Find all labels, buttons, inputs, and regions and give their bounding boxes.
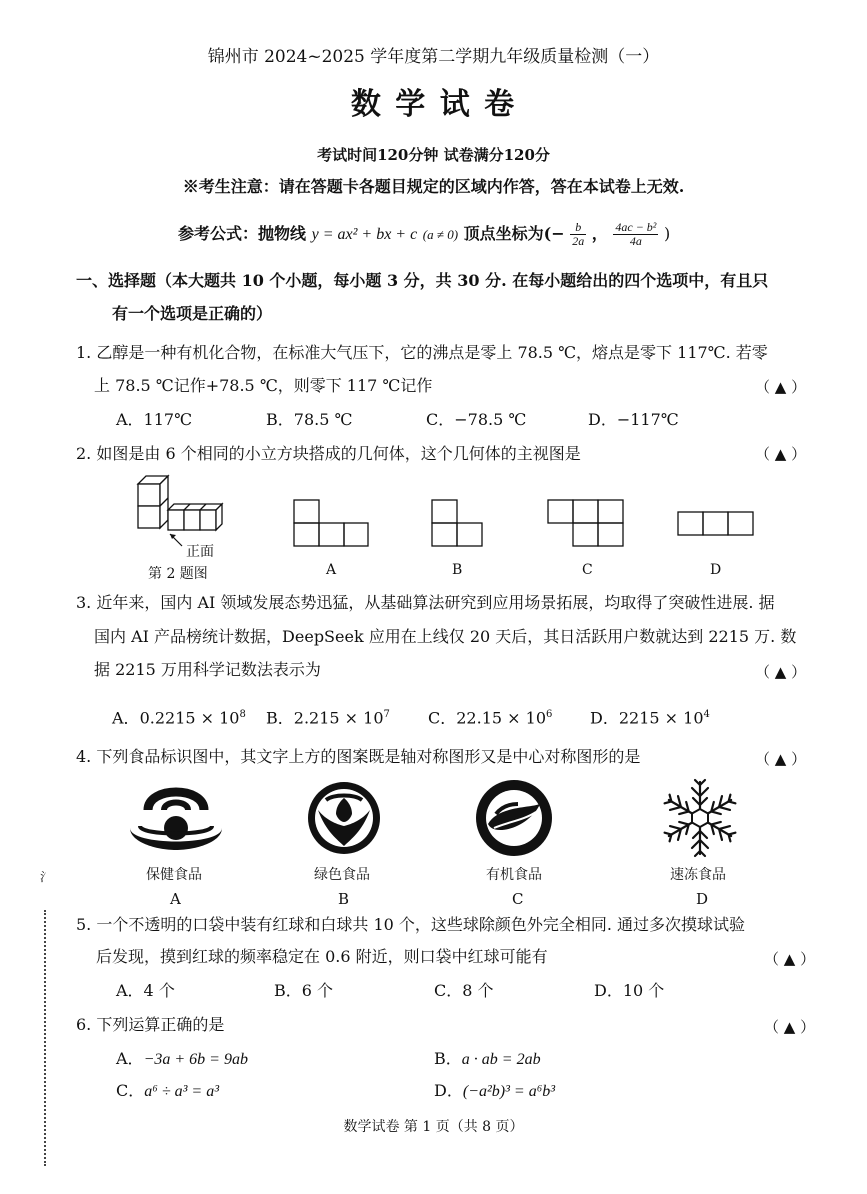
frac2-denominator: 4a xyxy=(629,234,642,248)
q2-view-c xyxy=(546,498,626,548)
parabola-expression: y = ax² + bx + c xyxy=(311,226,418,243)
q4-choice-b: B xyxy=(338,890,350,908)
reference-formula xyxy=(178,218,670,251)
green-food-logo xyxy=(306,780,382,856)
exam-subtitle: 锦州市 2024~2025 学年度第二学期九年级质量检测（一） xyxy=(207,47,660,67)
logo-c-name: 有机食品 xyxy=(486,867,542,883)
binding-margin-mark: 氵 xyxy=(40,870,53,884)
q4-line1: 4. 下列食品标识图中，其文字上方的图案既是轴对称图形又是中心对称图形的是 xyxy=(76,747,641,766)
formula-comma: ， xyxy=(591,224,608,243)
health-food-logo xyxy=(126,782,226,854)
q2-choice-d: D xyxy=(710,562,722,578)
q5-option-d: D．10 个 xyxy=(594,981,665,1000)
q3-option-a: A．$0.2215 \times 10^8$ xyxy=(112,708,246,728)
q5-option-b: B．6 个 xyxy=(274,981,334,1000)
q1-line1: 1. 乙醇是一种有机化合物，在标准大气压下，它的沸点是零上 78.5 ℃，熔点是零下 117℃. 若零 xyxy=(76,343,768,362)
frac1-numerator: b xyxy=(570,221,586,235)
q4-choice-a: A xyxy=(170,890,181,908)
formula-condition: (a ≠ 0) xyxy=(422,227,459,242)
frozen-food-logo xyxy=(660,778,740,858)
q6-option-b: B．a · ab = 2ab xyxy=(434,1049,541,1068)
logo-a-name: 保健食品 xyxy=(146,867,202,883)
frac2-numerator: 4ac − b² xyxy=(615,220,657,234)
q6-option-d: D．(−a²b)³ = a⁶b³ xyxy=(434,1081,556,1100)
formula-close: ) xyxy=(663,224,671,243)
section-heading-line1: 一、选择题（本大题共 10 个小题，每小题 3 分，共 30 分. 在每小题给出的四个选项中，有且只 xyxy=(76,271,769,290)
vertex-y-fraction xyxy=(613,221,658,248)
q6-answer-mark: （ ▲ ） xyxy=(764,1018,816,1036)
vertex-x-fraction xyxy=(570,221,586,248)
exam-notice: ※考生注意：请在答题卡各题目规定的区域内作答，答在本试卷上无效. xyxy=(182,177,685,196)
q5-option-a: A．4 个 xyxy=(116,981,175,1000)
q2-figure-caption: 第 2 题图 xyxy=(148,566,208,582)
q3-line1: 3. 近年来，国内 AI 领域发展态势迅猛，从基础算法研究到应用场景拓展，均取得了突破性进展. 据 xyxy=(76,593,775,612)
section-heading-line2: 有一个选项是正确的） xyxy=(112,304,273,323)
q2-line1: 2. 如图是由 6 个相同的小立方块搭成的几何体，这个几何体的主视图是 xyxy=(76,444,581,463)
q4-choice-c: C xyxy=(512,890,524,908)
q1-answer-mark: （ ▲ ） xyxy=(755,378,807,396)
q4-choice-d: D xyxy=(696,890,709,908)
q1-option-a: A．117℃ xyxy=(116,410,192,429)
logo-b-name: 绿色食品 xyxy=(314,867,370,883)
q6-line1: 6. 下列运算正确的是 xyxy=(76,1015,225,1034)
q5-line2: 后发现，摸到红球的频率稳定在 0.6 附近，则口袋中红球可能有 xyxy=(96,947,548,966)
logo-d-name: 速冻食品 xyxy=(670,867,726,883)
q2-view-a xyxy=(292,498,370,548)
exam-info: 考试时间120分钟 试卷满分120分 xyxy=(317,146,550,164)
q2-choice-c: C xyxy=(582,562,593,578)
q5-option-c: C．8 个 xyxy=(434,981,494,1000)
q4-answer-mark: （ ▲ ） xyxy=(755,750,807,768)
q3-option-c: C．$22.15 \times 10^6$ xyxy=(428,708,553,728)
q3-line3: 据 2215 万用科学记数法表示为 xyxy=(94,660,321,679)
front-view-label: 正面 xyxy=(186,544,214,560)
q3-option-d: D．$2215 \times 10^4$ xyxy=(590,708,710,728)
q5-answer-mark: （ ▲ ） xyxy=(764,950,816,968)
q3-line2: 国内 AI 产品榜统计数据，DeepSeek 应用在上线仅 20 天后，其日活跃用户数就达到 2215 万. 数 xyxy=(94,627,797,646)
q5-line1: 5. 一个不透明的口袋中装有红球和白球共 10 个，这些球除颜色外完全相同. 通过多次摸球试验 xyxy=(76,915,746,934)
q2-view-b xyxy=(430,498,486,548)
cube-solid-figure xyxy=(130,474,230,552)
organic-food-logo xyxy=(474,778,554,858)
q1-option-d: D．−117℃ xyxy=(588,410,679,429)
frac1-denominator: 2a xyxy=(572,234,585,248)
q2-view-d xyxy=(676,510,756,538)
q1-option-b: B．78.5 ℃ xyxy=(266,410,353,429)
q1-line2: 上 78.5 ℃记作+78.5 ℃，则零下 117 ℃记作 xyxy=(94,376,433,395)
q6-option-a: A．−3a + 6b = 9ab xyxy=(116,1049,248,1068)
page-footer: 数学试卷 第 1 页（共 8 页） xyxy=(343,1119,524,1135)
q3-answer-mark: （ ▲ ） xyxy=(755,663,807,681)
q2-choice-b: B xyxy=(452,562,463,578)
q2-choice-a: A xyxy=(326,562,337,578)
q6-option-c: C．a⁶ ÷ a³ = a³ xyxy=(116,1081,219,1100)
formula-prefix: 参考公式：抛物线 xyxy=(178,224,307,243)
paper-title: 数 学 试 卷 xyxy=(350,87,517,122)
q2-answer-mark: （ ▲ ） xyxy=(755,445,807,463)
q1-option-c: C．−78.5 ℃ xyxy=(426,410,527,429)
binding-dotted-line xyxy=(44,910,46,1166)
formula-mid: 顶点坐标为(− xyxy=(463,224,565,243)
q3-option-b: B．$2.215 \times 10^7$ xyxy=(266,708,390,728)
